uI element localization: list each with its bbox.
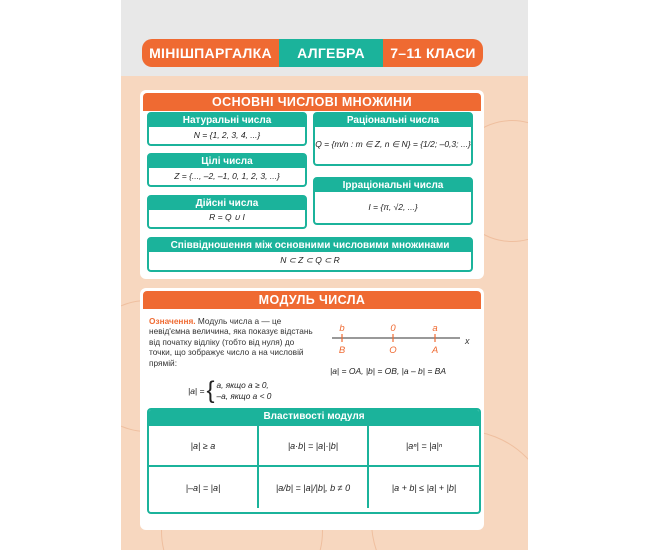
- cheatsheet-page: [121, 0, 528, 550]
- modulus-lhs: |a| =: [188, 386, 205, 396]
- modulus-heading: МОДУЛЬ ЧИСЛА: [143, 291, 481, 309]
- natural-numbers-formula: N = {1, 2, 3, 4, ...}: [193, 129, 261, 140]
- number-sets-heading: ОСНОВНІ ЧИСЛОВІ МНОЖИНИ: [143, 93, 481, 111]
- irrational-numbers-formula: I = {π, √2, ...}: [368, 201, 418, 212]
- integers-title: Цілі числа: [149, 155, 305, 168]
- number-line-label-a: a: [432, 323, 438, 334]
- real-numbers-title: Дійсні числа: [149, 197, 305, 210]
- irrational-numbers-box: [313, 177, 473, 225]
- property-cell: |a| ≥ a: [149, 424, 259, 465]
- point-label-O: O: [389, 345, 397, 356]
- real-numbers-formula: R = Q ∪ I: [209, 212, 245, 222]
- modulus-card: [140, 288, 484, 530]
- natural-numbers-title: Натуральні числа: [149, 114, 305, 127]
- number-line: [328, 318, 478, 358]
- natural-numbers-box: [147, 112, 307, 146]
- set-relation-box: [147, 237, 473, 272]
- number-line-label-zero: 0: [390, 323, 396, 334]
- title-grades: 7–11 КЛАСИ: [383, 39, 483, 67]
- title-minisheet: МІНІШПАРГАЛКА: [142, 39, 279, 67]
- distance-equations: |a| = OA, |b| = OB, |a – b| = BA: [330, 366, 447, 376]
- property-cell: |a + b| ≤ |a| + |b|: [369, 465, 479, 508]
- rational-numbers-formula: Q = {m/n : m ∈ Z, n ∈ N} = {1/2; –0,3; ...}: [315, 139, 471, 149]
- point-label-B: B: [338, 345, 346, 356]
- property-cell: |a·b| = |a|·|b|: [259, 424, 369, 465]
- modulus-piecewise: [188, 377, 272, 404]
- title-bar: [142, 39, 483, 67]
- set-relation-title: Співвідношення між основними числовими множинами: [149, 239, 471, 252]
- property-cell: |a/b| = |a|/|b|, b ≠ 0: [259, 465, 369, 508]
- modulus-definition: [149, 316, 317, 368]
- irrational-numbers-title: Ірраціональні числа: [315, 179, 471, 192]
- modulus-properties-grid: [149, 424, 479, 508]
- property-cell: |aⁿ| = |a|ⁿ: [369, 424, 479, 465]
- number-sets-card: [140, 90, 484, 279]
- definition-text: Модуль числа a — це невід'ємна величина, яка показує відстань від початку відліку (тобто від нуля) до точки, що зображує число a на числовій прямій:: [149, 316, 313, 368]
- modulus-cases: [216, 380, 271, 402]
- property-cell: |–a| = |a|: [149, 465, 259, 508]
- modulus-properties-table: [147, 408, 481, 514]
- modulus-case-nonnegative: a, якщо a ≥ 0,: [216, 380, 269, 390]
- point-label-A: A: [431, 345, 439, 356]
- integers-box: [147, 153, 307, 187]
- title-subject: АЛГЕБРА: [279, 39, 383, 67]
- modulus-case-negative: –a, якщо a < 0: [216, 391, 272, 401]
- real-numbers-box: [147, 195, 307, 229]
- definition-label: Означення.: [149, 316, 196, 326]
- axis-label-x: x: [465, 336, 470, 346]
- rational-numbers-title: Раціональні числа: [315, 114, 471, 127]
- number-line-label-b: b: [339, 323, 345, 334]
- set-relation-formula: N ⊂ Z ⊂ Q ⊂ R: [280, 254, 340, 265]
- integers-formula: Z = {..., –2, –1, 0, 1, 2, 3, ...}: [174, 170, 280, 181]
- left-brace-icon: {: [206, 377, 215, 404]
- modulus-properties-title: Властивості модуля: [149, 410, 479, 424]
- rational-numbers-box: [313, 112, 473, 166]
